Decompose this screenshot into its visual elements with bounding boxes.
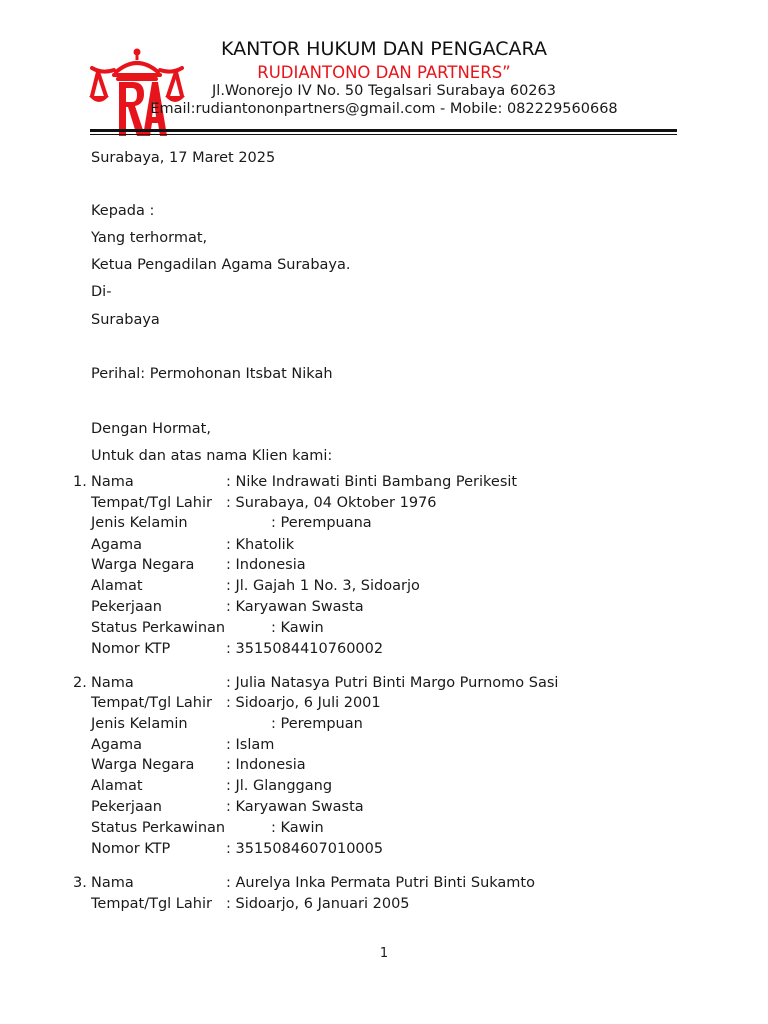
firm-contact: Email:rudiantononpartners@gmail.com - Mobile: 082229560668	[150, 101, 618, 117]
field-label: Nomor KTP	[91, 841, 171, 857]
field-label: Alamat	[91, 778, 143, 794]
field-label: Nama	[91, 675, 134, 691]
client-number: 1.	[73, 474, 87, 490]
field-value: : 3515084607010005	[226, 841, 384, 857]
field-value: : Jl. Gajah 1 No. 3, Sidoarjo	[226, 578, 420, 594]
field-label: Pekerjaan	[91, 799, 162, 815]
field-value: : Aurelya Inka Permata Putri Binti Sukamto	[226, 875, 535, 891]
recipient-di: Di-	[91, 284, 112, 300]
letter-intro: Untuk dan atas nama Klien kami:	[91, 448, 333, 464]
field-value: : Karyawan Swasta	[226, 599, 364, 615]
field-label: Tempat/Tgl Lahir	[91, 495, 212, 511]
field-label: Jenis Kelamin	[91, 716, 188, 732]
client-number: 3.	[73, 875, 87, 891]
field-label: Warga Negara	[91, 557, 195, 573]
field-value: : Julia Natasya Putri Binti Margo Purnomo Sasi	[226, 675, 559, 691]
field-value: : Sidoarjo, 6 Juli 2001	[226, 695, 381, 711]
page-number: 1	[379, 946, 389, 961]
field-label: Warga Negara	[91, 757, 195, 773]
field-value: : Perempuan	[271, 716, 363, 732]
field-value: : Islam	[226, 737, 275, 753]
field-label: Agama	[91, 537, 143, 553]
field-label: Pekerjaan	[91, 599, 162, 615]
field-label: Nama	[91, 875, 134, 891]
field-value: : Indonesia	[226, 757, 306, 773]
recipient-position: Ketua Pengadilan Agama Surabaya.	[91, 257, 351, 273]
field-value: : Karyawan Swasta	[226, 799, 364, 815]
firm-title: KANTOR HUKUM DAN PENGACARA	[221, 38, 547, 60]
header-divider-thick	[90, 129, 677, 132]
place-date: Surabaya, 17 Maret 2025	[91, 150, 276, 166]
field-label: Agama	[91, 737, 143, 753]
letter-salutation: Dengan Hormat,	[91, 421, 211, 437]
recipient-greeting: Yang terhormat,	[91, 230, 208, 246]
field-value: : Khatolik	[226, 537, 295, 553]
field-label: Tempat/Tgl Lahir	[91, 896, 212, 912]
field-value: : Surabaya, 04 Oktober 1976	[226, 495, 437, 511]
field-value: : Kawin	[271, 620, 324, 636]
recipient-kepada: Kepada :	[91, 203, 155, 219]
field-value: : 3515084410760002	[226, 641, 384, 657]
field-label: Nama	[91, 474, 134, 490]
field-value: : Nike Indrawati Binti Bambang Perikesit	[226, 474, 518, 490]
field-value: : Sidoarjo, 6 Januari 2005	[226, 896, 410, 912]
field-value: : Perempuana	[271, 515, 372, 531]
field-label: Jenis Kelamin	[91, 515, 188, 531]
field-label: Status Perkawinan	[91, 620, 226, 636]
field-label: Alamat	[91, 578, 143, 594]
field-label: Status Perkawinan	[91, 820, 226, 836]
header-divider-thin	[90, 134, 677, 135]
field-label: Nomor KTP	[91, 641, 171, 657]
firm-subtitle: RUDIANTONO DAN PARTNERS”	[257, 63, 511, 82]
client-number: 2.	[73, 675, 87, 691]
field-value: : Indonesia	[226, 557, 306, 573]
firm-address: Jl.Wonorejo IV No. 50 Tegalsari Surabaya 60263	[212, 83, 556, 99]
recipient-city: Surabaya	[91, 312, 160, 328]
field-label: Tempat/Tgl Lahir	[91, 695, 212, 711]
field-value: : Jl. Glanggang	[226, 778, 333, 794]
field-value: : Kawin	[271, 820, 324, 836]
letter-subject: Perihal: Permohonan Itsbat Nikah	[91, 366, 333, 382]
